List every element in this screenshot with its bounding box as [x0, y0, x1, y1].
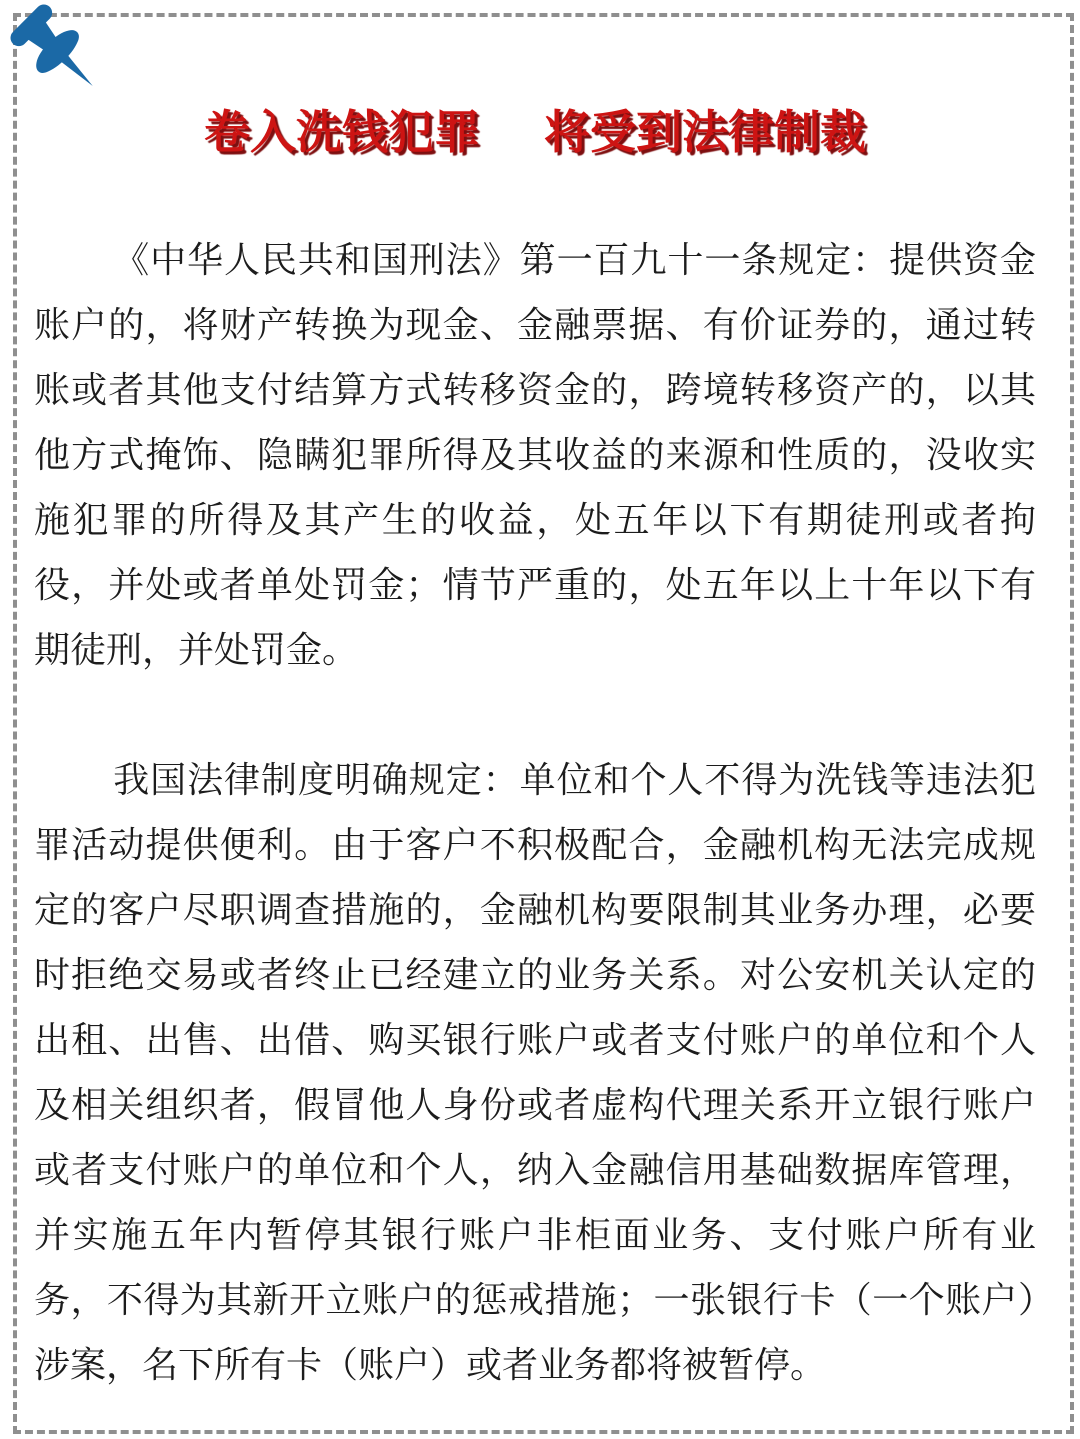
document-content	[34, 0, 1036, 1397]
paragraph-criminal-law-article-191: 《中华人民共和国刑法》第一百九十一条规定：提供资金账户的，将财产转换为现金、金融票据、有价证券的，通过转账或者其他支付结算方式转移资金的，跨境转移资产的，以其他方式掩饰、隐瞒犯罪所得及其收益的来源和性质的，没收实施犯罪的所得及其产生的收益，处五年以下有期徒刑或者拘役，并处或者单处罚金；情节严重的，处五年以上十年以下有期徒刑，并处罚金。	[34, 239, 1036, 670]
page-title	[34, 96, 1036, 162]
title-part-1: 卷入洗钱犯罪	[204, 106, 480, 158]
paragraph-legal-system-provisions: 我国法律制度明确规定：单位和个人不得为洗钱等违法犯罪活动提供便利。由于客户不积极配合，金融机构无法完成规定的客户尽职调查措施的，金融机构要限制其业务办理，必要时拒绝交易或者终止已经建立的业务关系。对公安机关认定的出租、出售、出借、购买银行账户或者支付账户的单位和个人及相关组织者，假冒他人身份或者虚构代理关系开立银行账户或者支付账户的单位和个人，纳入金融信用基础数据库管理，并实施五年内暂停其银行账户非柜面业务、支付账户所有业务，不得为其新开立账户的惩戒措施；一张银行卡（一个账户）涉案，名下所有卡（账户）或者业务都将被暂停。	[34, 759, 1036, 1385]
title-part-2: 将受到法律制裁	[544, 106, 866, 158]
